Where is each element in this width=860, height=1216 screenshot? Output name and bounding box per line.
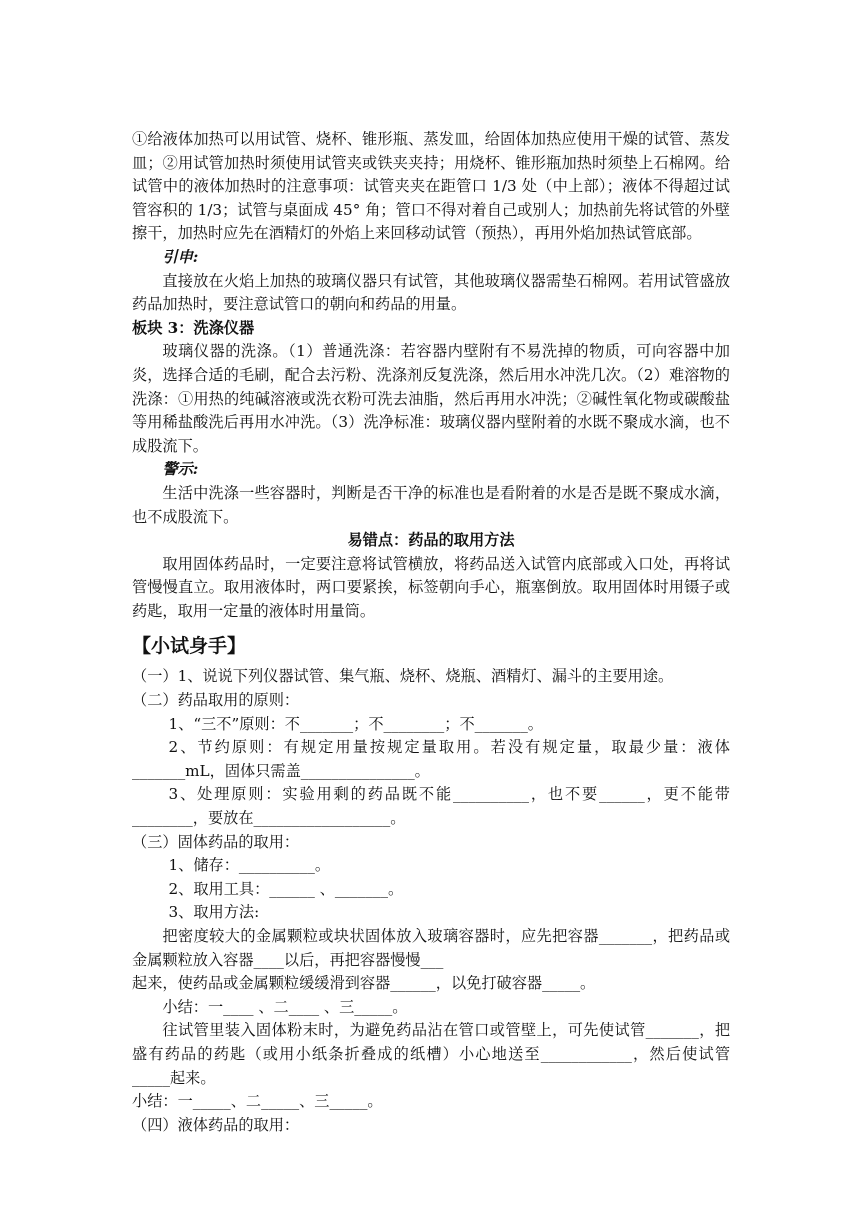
method-paragraph-1b: 起来，使药品或金属颗粒缓缓滑到容器______，以免打破容器_____。 <box>132 974 596 993</box>
warning-text: 生活中洗涤一些容器时，判断是否干净的标准也是看附着的水是否是既不聚成水滴，也不成股流下。 <box>132 483 730 526</box>
question-3: （三）固体药品的取用： <box>132 832 300 851</box>
heating-paragraph: ①给液体加热可以用试管、烧杯、锥形瓶、蒸发皿，给固体加热应使用干燥的试管、蒸发皿；②用试管加热时须使用试管夹或铁夹夹持；用烧杯、锥形瓶加热时须垫上石棉网。给试管中的液体加热时的注意事项：试管夹夹在距管口 1/3 处（中上部）；液体不得超过试管容积的 1/3；试管与桌面成 45° 角；管口不得对着自己或别人；加热前先将试管的外壁擦干，加热时应先在酒精灯的外焰上来回移动试管（预热），再用外焰加热试管底部。 <box>132 130 730 243</box>
question-2: （二）药品取用的原则： <box>132 691 300 710</box>
error-title: 易错点：药品的取用方法 <box>347 531 515 550</box>
extension-label: 引申: <box>162 247 199 266</box>
summary-2: 小结：一_____、二_____、三_____。 <box>132 1092 383 1111</box>
block3-title: 板块 3：洗涤仪器 <box>132 318 255 337</box>
extension-text: 直接放在火焰上加热的玻璃仪器只有试管，其他玻璃仪器需垫石棉网。若用试管盛放药品加热时，要注意试管口的朝向和药品的用量。 <box>132 271 730 314</box>
question-2-2: 2、节约原则：有规定用量按规定量取用。若没有规定量，取最少量：液体_______mL，固体只需盖_______________。 <box>132 738 730 780</box>
warning-label: 警示: <box>162 460 199 479</box>
document-body <box>132 128 730 1137</box>
question-3-2: 2、取用工具：______ 、_______。 <box>168 879 404 898</box>
question-3-3: 3、取用方法: <box>168 903 260 922</box>
error-text: 取用固体药品时，一定要注意将试管横放，将药品送入试管内底部或入口处，再将试管慢慢直立。取用液体时，两口要紧挨，标签朝向手心，瓶塞倒放。取用固体时用镊子或药匙，取用一定量的液体时用量筒。 <box>132 554 730 620</box>
method-paragraph-2: 往试管里装入固体粉末时，为避免药品沾在管口或管壁上，可先使试管_______，把盛有药品的药匙（或用小纸条折叠成的纸槽）小心地送至____________，然后使试管_____起来。 <box>132 1021 730 1087</box>
question-2-1: 1、“三不”原则：不_______；不________；不_______。 <box>168 714 543 733</box>
method-paragraph-1: 把密度较大的金属颗粒或块状固体放入玻璃容器时，应先把容器_______，把药品或金属颗粒放入容器____以后，再把容器慢慢___ <box>132 927 730 969</box>
question-3-1: 1、储存：__________。 <box>168 856 331 875</box>
question-2-3: 3、处理原则：实验用剩的药品既不能__________，也不要______，更不能带________，要放在__________________。 <box>132 785 730 828</box>
block3-text: 玻璃仪器的洗涤。（1）普通洗涤：若容器内壁附有不易洗掉的物质，可向容器中加炎，选择合适的毛刷，配合去污粉、洗涤剂反复洗涤，然后用水冲洗几次。（2）难溶物的洗涤：①用热的纯碱溶液或洗衣粉可洗去油脂，然后再用水冲洗；②碱性氧化物或碳酸盐等用稀盐酸洗后再用水冲洗。（3）洗净标准：玻璃仪器内壁附着的水既不聚成水滴，也不成股流下。 <box>132 342 730 455</box>
question-1: （一）1、说说下列仪器试管、集气瓶、烧杯、烧瓶、酒精灯、漏斗的主要用途。 <box>132 667 674 686</box>
summary-1: 小结：一____ 、二____ 、三_____。 <box>162 997 408 1016</box>
practice-title: 【小试身手】 <box>132 635 247 658</box>
question-4: （四）液体药品的取用： <box>132 1115 300 1134</box>
